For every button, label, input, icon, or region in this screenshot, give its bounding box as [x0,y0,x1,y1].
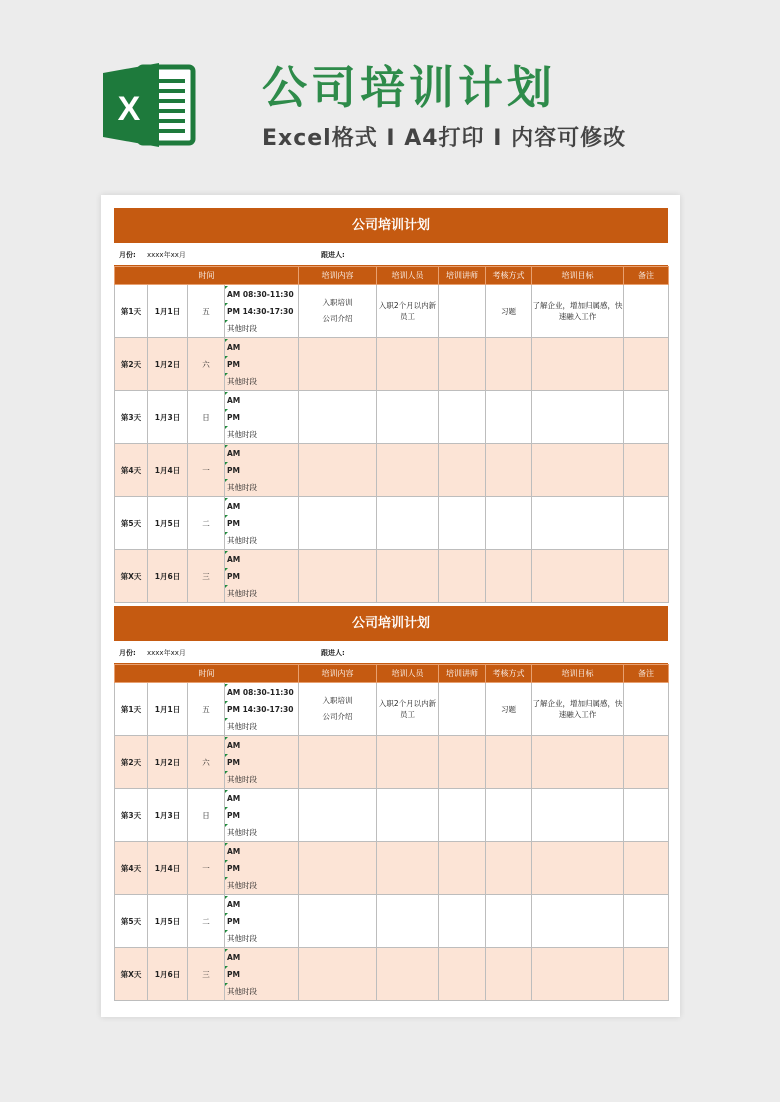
day-cell[interactable]: 第2天 [115,338,148,391]
content-line: 公司介绍 [322,712,353,721]
assessment-cell[interactable] [486,948,532,1001]
time-slots-cell[interactable] [225,842,299,895]
trainer-cell[interactable] [439,444,486,497]
goal-cell[interactable]: 了解企业，增加归属感，快速融入工作 [532,683,624,736]
table-row [115,895,669,948]
day-cell[interactable]: 第4天 [115,842,148,895]
note-cell[interactable] [624,789,669,842]
header-note: 备注 [624,665,669,683]
follower-label: 跟进人: [321,251,345,259]
table-row [115,550,669,603]
time-slots-cell[interactable] [225,550,299,603]
goal-cell[interactable] [532,550,624,603]
header-time: 时间 [115,665,299,683]
other-slot: 其他时段 [225,771,298,788]
month-value[interactable]: xxxx年xx月 [147,251,186,259]
document-page [101,195,680,1017]
time-slots-cell[interactable] [225,895,299,948]
staff-cell[interactable] [377,550,439,603]
pm-slot: PM [225,356,298,373]
pm-slot: PM [225,807,298,824]
table-row [115,444,669,497]
other-slot: 其他时段 [225,718,298,735]
weekday-cell[interactable]: 二 [188,497,225,550]
content-line: 入职培训 [322,696,353,705]
pm-slot: PM 14:30-17:30 [225,701,298,718]
note-cell[interactable] [624,391,669,444]
pm-slot: PM [225,913,298,930]
staff-cell[interactable]: 入职2个月以内新员工 [377,683,439,736]
day-cell[interactable]: 第X天 [115,948,148,1001]
table-row [115,948,669,1001]
time-slots-cell[interactable] [225,391,299,444]
excel-icon [101,57,197,153]
trainer-cell[interactable] [439,895,486,948]
note-cell[interactable] [624,736,669,789]
time-slots-cell[interactable] [225,789,299,842]
am-slot: AM [225,737,298,754]
content-cell[interactable] [299,444,377,497]
day-cell[interactable]: 第4天 [115,444,148,497]
pm-slot: PM [225,568,298,585]
other-slot: 其他时段 [225,877,298,894]
staff-cell[interactable] [377,842,439,895]
table-row [115,736,669,789]
content-cell[interactable] [299,683,377,736]
header-trainer: 培训讲师 [439,267,486,285]
staff-cell[interactable] [377,789,439,842]
table-row [115,285,669,338]
month-label: 月份: [119,649,136,657]
am-slot: AM [225,949,298,966]
header-content: 培训内容 [299,665,377,683]
am-slot: AM [225,339,298,356]
weekday-cell[interactable]: 六 [188,338,225,391]
am-slot: AM [225,498,298,515]
am-slot: AM [225,551,298,568]
header-trainer: 培训讲师 [439,665,486,683]
content-cell[interactable] [299,948,377,1001]
trainer-cell[interactable] [439,683,486,736]
day-cell[interactable]: 第X天 [115,550,148,603]
weekday-cell[interactable]: 五 [188,683,225,736]
other-slot: 其他时段 [225,983,298,1000]
goal-cell[interactable] [532,444,624,497]
header-time: 时间 [115,267,299,285]
content-line: 入职培训 [322,298,353,307]
time-slots-cell[interactable] [225,444,299,497]
pm-slot: PM [225,966,298,983]
date-cell[interactable]: 1月1日 [148,683,188,736]
day-cell[interactable]: 第5天 [115,497,148,550]
staff-cell[interactable]: 入职2个月以内新员工 [377,285,439,338]
trainer-cell[interactable] [439,338,486,391]
am-slot: AM [225,843,298,860]
time-slots-cell[interactable] [225,683,299,736]
staff-cell[interactable] [377,736,439,789]
staff-cell[interactable] [377,497,439,550]
am-slot: AM [225,392,298,409]
am-slot: AM [225,790,298,807]
content-cell[interactable] [299,285,377,338]
assessment-cell[interactable] [486,550,532,603]
content-cell[interactable] [299,842,377,895]
staff-cell[interactable] [377,444,439,497]
day-cell[interactable]: 第5天 [115,895,148,948]
time-slots-cell[interactable] [225,948,299,1001]
sheet-title: 公司培训计划 [114,606,668,641]
staff-cell[interactable] [377,895,439,948]
training-plan-sheet [114,606,668,1001]
content-cell[interactable] [299,550,377,603]
content-cell[interactable] [299,736,377,789]
assessment-cell[interactable] [486,444,532,497]
pm-slot: PM 14:30-17:30 [225,303,298,320]
trainer-cell[interactable] [439,550,486,603]
logo-letter: X [117,90,141,128]
weekday-cell[interactable]: 三 [188,550,225,603]
weekday-cell[interactable]: 日 [188,789,225,842]
weekday-cell[interactable]: 三 [188,948,225,1001]
other-slot: 其他时段 [225,479,298,496]
assessment-cell[interactable]: 习题 [486,683,532,736]
header-note: 备注 [624,267,669,285]
pm-slot: PM [225,515,298,532]
trainer-cell[interactable] [439,948,486,1001]
goal-cell[interactable] [532,736,624,789]
content-cell[interactable] [299,391,377,444]
time-slots-cell[interactable] [225,285,299,338]
assessment-cell[interactable] [486,895,532,948]
header-content: 培训内容 [299,267,377,285]
weekday-cell[interactable]: 一 [188,842,225,895]
goal-cell[interactable] [532,497,624,550]
day-cell[interactable]: 第3天 [115,391,148,444]
staff-cell[interactable] [377,391,439,444]
day-cell[interactable]: 第3天 [115,789,148,842]
trainer-cell[interactable] [439,789,486,842]
other-slot: 其他时段 [225,585,298,602]
staff-cell[interactable] [377,948,439,1001]
date-cell[interactable]: 1月4日 [148,842,188,895]
other-slot: 其他时段 [225,824,298,841]
assessment-cell[interactable] [486,736,532,789]
content-cell[interactable] [299,789,377,842]
time-slots-cell[interactable] [225,736,299,789]
date-cell[interactable]: 1月1日 [148,285,188,338]
pm-slot: PM [225,860,298,877]
goal-cell[interactable] [532,895,624,948]
date-cell[interactable]: 1月5日 [148,895,188,948]
pm-slot: PM [225,754,298,771]
weekday-cell[interactable]: 六 [188,736,225,789]
goal-cell[interactable] [532,948,624,1001]
am-slot: AM [225,896,298,913]
follower-label: 跟进人: [321,649,345,657]
note-cell[interactable] [624,338,669,391]
table-row [115,338,669,391]
header-goal: 培训目标 [532,267,624,285]
assessment-cell[interactable] [486,497,532,550]
day-cell[interactable]: 第1天 [115,683,148,736]
other-slot: 其他时段 [225,426,298,443]
header-goal: 培训目标 [532,665,624,683]
weekday-cell[interactable]: 五 [188,285,225,338]
date-cell[interactable]: 1月3日 [148,391,188,444]
banner-title: 公司培训计划 [262,61,557,114]
goal-cell[interactable]: 了解企业，增加归属感，快速融入工作 [532,285,624,338]
trainer-cell[interactable] [439,497,486,550]
note-cell[interactable] [624,948,669,1001]
assessment-cell[interactable] [486,391,532,444]
table-row [115,391,669,444]
date-cell[interactable]: 1月5日 [148,497,188,550]
training-plan-sheet [114,208,668,603]
date-cell[interactable]: 1月4日 [148,444,188,497]
date-cell[interactable]: 1月2日 [148,736,188,789]
date-cell[interactable]: 1月6日 [148,550,188,603]
am-slot: AM [225,445,298,462]
am-slot: AM 08:30-11:30 [225,684,298,701]
meta-row [114,243,668,266]
pm-slot: PM [225,462,298,479]
meta-row [114,641,668,664]
pm-slot: PM [225,409,298,426]
date-cell[interactable]: 1月3日 [148,789,188,842]
plan-table [114,664,669,1001]
note-cell[interactable] [624,285,669,338]
date-cell[interactable]: 1月2日 [148,338,188,391]
content-cell[interactable] [299,895,377,948]
content-cell[interactable] [299,338,377,391]
header-assessment: 考核方式 [486,267,532,285]
plan-table [114,266,669,603]
assessment-cell[interactable] [486,789,532,842]
month-value[interactable]: xxxx年xx月 [147,649,186,657]
weekday-cell[interactable]: 日 [188,391,225,444]
header-assessment: 考核方式 [486,665,532,683]
content-line: 公司介绍 [322,314,353,323]
goal-cell[interactable] [532,789,624,842]
header-staff: 培训人员 [377,267,439,285]
other-slot: 其他时段 [225,320,298,337]
table-row [115,683,669,736]
weekday-cell[interactable]: 一 [188,444,225,497]
note-cell[interactable] [624,497,669,550]
note-cell[interactable] [624,842,669,895]
staff-cell[interactable] [377,338,439,391]
trainer-cell[interactable] [439,391,486,444]
content-cell[interactable] [299,497,377,550]
am-slot: AM 08:30-11:30 [225,286,298,303]
day-cell[interactable]: 第2天 [115,736,148,789]
date-cell[interactable]: 1月6日 [148,948,188,1001]
trainer-cell[interactable] [439,736,486,789]
goal-cell[interactable] [532,338,624,391]
day-cell[interactable]: 第1天 [115,285,148,338]
table-row [115,789,669,842]
trainer-cell[interactable] [439,842,486,895]
note-cell[interactable] [624,550,669,603]
time-slots-cell[interactable] [225,338,299,391]
banner-subtitle: Excel格式 I A4打印 I 内容可修改 [262,126,627,151]
note-cell[interactable] [624,895,669,948]
goal-cell[interactable] [532,842,624,895]
other-slot: 其他时段 [225,373,298,390]
header-staff: 培训人员 [377,665,439,683]
trainer-cell[interactable] [439,285,486,338]
table-row [115,497,669,550]
other-slot: 其他时段 [225,532,298,549]
sheet-title: 公司培训计划 [114,208,668,243]
note-cell[interactable] [624,683,669,736]
table-row [115,842,669,895]
assessment-cell[interactable] [486,842,532,895]
assessment-cell[interactable]: 习题 [486,285,532,338]
other-slot: 其他时段 [225,930,298,947]
assessment-cell[interactable] [486,338,532,391]
month-label: 月份: [119,251,136,259]
note-cell[interactable] [624,444,669,497]
goal-cell[interactable] [532,391,624,444]
time-slots-cell[interactable] [225,497,299,550]
weekday-cell[interactable]: 二 [188,895,225,948]
